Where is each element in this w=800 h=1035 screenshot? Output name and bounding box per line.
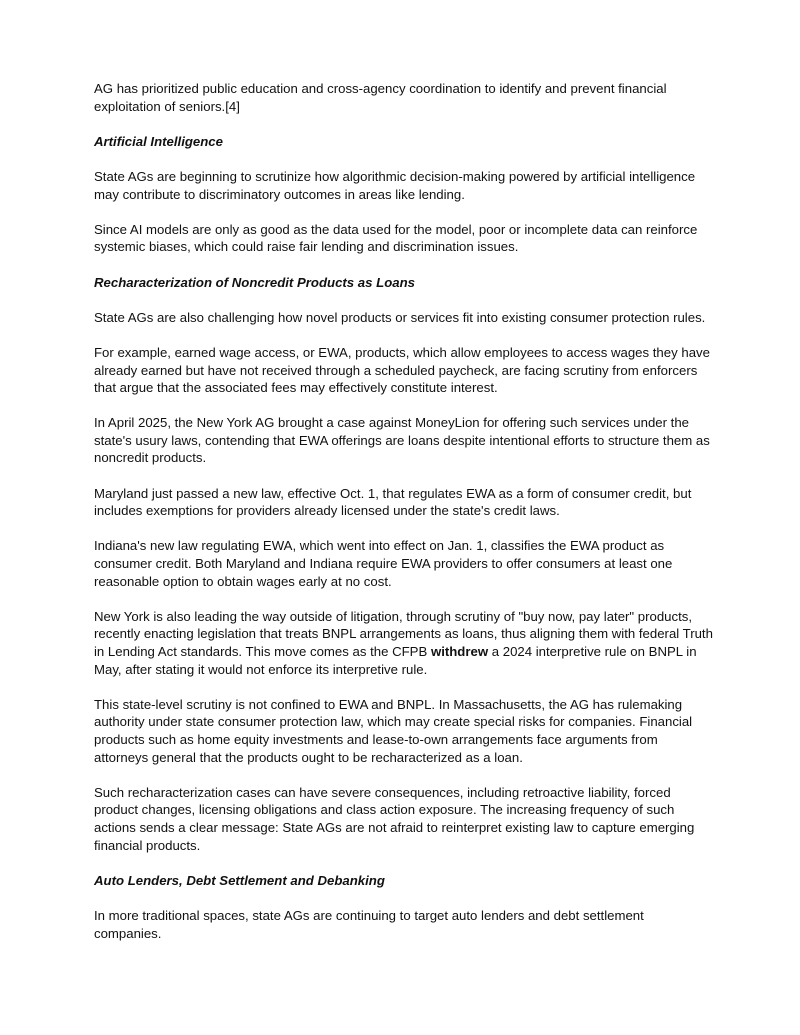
heading-artificial-intelligence: Artificial Intelligence [94, 133, 223, 149]
heading-auto-lenders: Auto Lenders, Debt Settlement and Debanking [94, 872, 385, 888]
paragraph-ai-data-bias: Since AI models are only as good as the data used for the model, poor or incomplete data can reinforce systemic biases, which could raise fair lending and discrimination issues. [94, 221, 698, 255]
paragraph-ai-scrutiny: State AGs are beginning to scrutinize how algorithmic decision-making powered by artificial intelligence may contribute to discriminatory outcomes in areas like lending. [94, 168, 696, 202]
paragraph-novel-products: State AGs are also challenging how novel products or services fit into existing consumer protection rules. [94, 309, 706, 325]
paragraph-massachusetts: This state-level scrutiny is not confined to EWA and BNPL. In Massachusetts, the AG has rulemaking authority under state consumer protection law, which may create special risks for companies. Financial products such as home equity investments and lease-to-own arrangements face arguments from attorneys general that the products ought to be recharacterized as a loan. [94, 696, 693, 765]
paragraph-indiana-law: Indiana's new law regulating EWA, which went into effect on Jan. 1, classifies the EWA product as consumer credit. Both Maryland and Indiana require EWA providers to offer consumers at least one reasonable option to obtain wages early at no cost. [94, 538, 673, 589]
heading-recharacterization: Recharacterization of Noncredit Products as Loans [94, 274, 415, 290]
document-page [94, 80, 714, 960]
withdrew-bold-text: withdrew [430, 644, 489, 659]
paragraph-ewa-example: For example, earned wage access, or EWA, products, which allow employees to access wages they have already earned but have not received through a scheduled paycheck, are facing scrutiny from enforcers that argue that the associated fees may effectively constitute interest. [94, 344, 710, 396]
bnpl-text-before: New York is also leading the way outside of litigation, through scrutiny of "buy now, pay later" products, recently enacting legislation that treats BNPL arrangements as loans, thus aligning them with federal Truth in Lending Act standards. This move comes as the CFPB [94, 608, 713, 659]
paragraph-traditional-spaces: In more traditional spaces, state AGs are continuing to target auto lenders and debt settlement companies. [94, 907, 644, 941]
paragraph-moneylion-case: In April 2025, the New York AG brought a case against MoneyLion for offering such services under the state's usury laws, contending that EWA offerings are loans despite intentional efforts to structure them as noncredit products. [94, 415, 710, 466]
paragraph-bnpl [94, 608, 714, 678]
bnpl-text-after: a 2024 interpretive rule on BNPL in May, after stating it would not enforce its interpretive rule. [94, 644, 697, 677]
paragraph-consequences: Such recharacterization cases can have severe consequences, including retroactive liability, forced product changes, licensing obligations and class action exposure. The increasing frequency of such actions sends a clear message: State AGs are not afraid to reinterpret existing law to capture emerging financial products. [94, 784, 695, 853]
paragraph-maryland-law: Maryland just passed a new law, effective Oct. 1, that regulates EWA as a form of consumer credit, but includes exemptions for providers already licensed under the state's credit laws. [94, 485, 692, 519]
paragraph-seniors-exploitation: AG has prioritized public education and cross-agency coordination to identify and prevent financial exploitation of seniors.[4] [94, 81, 667, 114]
